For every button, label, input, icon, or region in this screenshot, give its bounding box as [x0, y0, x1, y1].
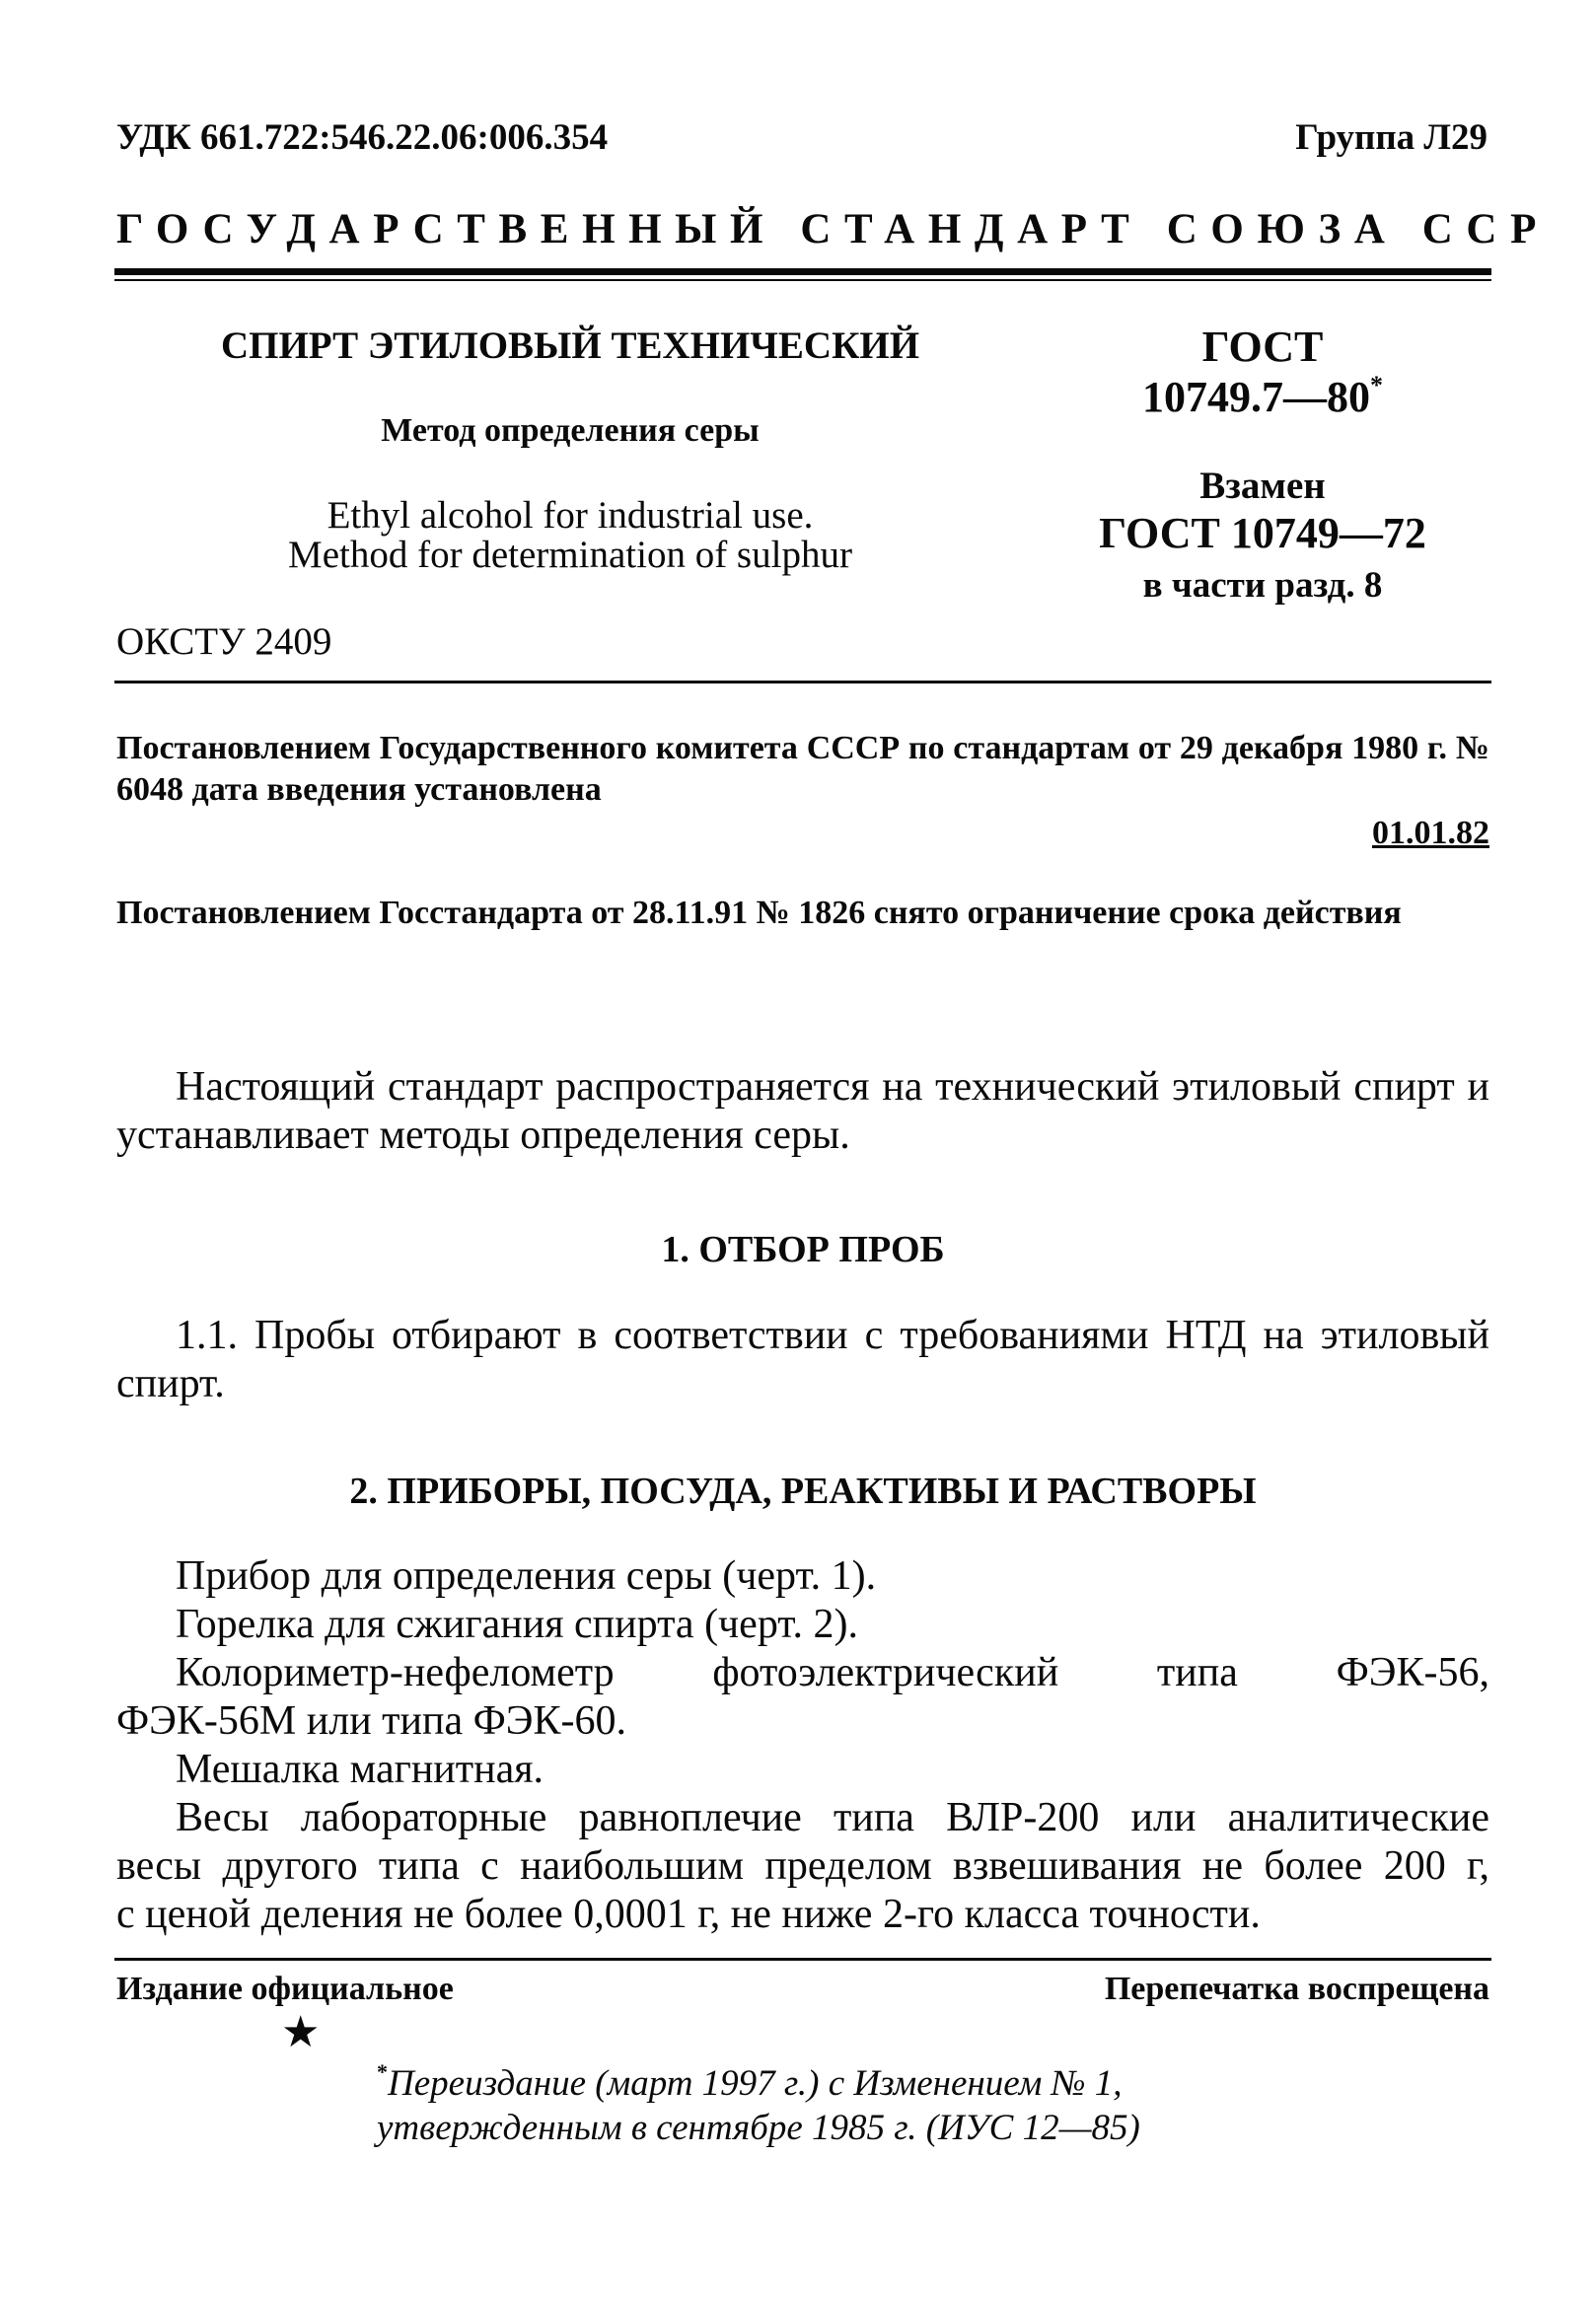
intro-paragraph: Настоящий стандарт распространяется на технический этиловый спирт и устанавливает методы определения серы. — [116, 1064, 1489, 1158]
gost-mark: * — [1370, 371, 1383, 399]
replaces-part: в части разд. 8 — [1142, 565, 1383, 606]
oksty-code: ОКСТУ 2409 — [116, 620, 332, 663]
list-item: Мешалка магнитная. — [176, 1747, 544, 1792]
english-title-line2: Method for determination of sulphur — [288, 534, 852, 576]
english-title-line1: Ethyl alcohol for industrial use. — [326, 494, 814, 537]
official-edition-label: Издание официальное — [116, 1971, 454, 2007]
list-item: Колориметр-нефелометр фотоэлектрический типа ФЭК-56, — [176, 1650, 1489, 1695]
list-item-continuation: с ценой деления не более 0,0001 г, не ниже 2-го класса точности. — [116, 1892, 1261, 1937]
title-block-rule — [114, 681, 1491, 683]
list-item: Весы лабораторные равноплечие типа ВЛР-200 или аналитические — [176, 1795, 1489, 1840]
star-icon: ★ — [281, 2008, 321, 2056]
footer-rule — [114, 1958, 1491, 1961]
state-standard-heading: ГОСУДАРСТВЕННЫЙ СТАНДАРТ СОЮЗА ССР — [116, 206, 1550, 252]
introduction-date: 01.01.82 — [1372, 815, 1489, 851]
list-item-continuation: ФЭК-56М или типа ФЭК-60. — [116, 1698, 627, 1744]
section1-paragraph: 1.1. Пробы отбирают в соответствии с требованиями НТД на этиловый спирт. — [116, 1313, 1489, 1406]
header-rule-thin — [114, 279, 1491, 281]
reissue-note-line2: утвержденным в сентябре 1985 г. (ИУС 12—85) — [377, 2108, 1140, 2148]
decree-introduction: Постановлением Государственного комитета СССР по стандартам от 29 декабря 1980 г. № 6048 дата введения установлена — [116, 730, 1489, 808]
reissue-note-line1 — [377, 2059, 1123, 2105]
udk-code: УДК 661.722:546.22.06:006.354 — [116, 117, 609, 158]
replaces-number: ГОСТ 10749—72 — [1099, 509, 1426, 557]
list-item: Горелка для сжигания спирта (черт. 2). — [176, 1602, 858, 1647]
reissue-note-text1: Переиздание (март 1997 г.) с Изменением № 1, — [388, 2063, 1123, 2104]
document-title: СПИРТ ЭТИЛОВЫЙ ТЕХНИЧЕСКИЙ — [220, 324, 920, 367]
note-mark: * — [377, 2059, 388, 2084]
reprint-prohibited-label: Перепечатка воспрещена — [1104, 1971, 1489, 2007]
gost-number: 10749.7—80 — [1142, 373, 1370, 421]
list-item: Прибор для определения серы (черт. 1). — [176, 1553, 877, 1599]
list-item-continuation: весы другого типа с наибольшим пределом взвешивания не более 200 г, — [116, 1843, 1489, 1889]
section1-heading: 1. ОТБОР ПРОБ — [661, 1229, 945, 1270]
section2-heading: 2. ПРИБОРЫ, ПОСУДА, РЕАКТИВЫ И РАСТВОРЫ — [349, 1471, 1257, 1512]
gost-label: ГОСТ — [1201, 323, 1324, 371]
header-rule-thick — [114, 268, 1491, 275]
document-subtitle: Метод определения серы — [381, 412, 760, 449]
replaces-label: Взамен — [1199, 465, 1326, 507]
group-code: Группа Л29 — [1295, 117, 1487, 158]
gost-number-line — [1065, 371, 1460, 422]
decree-restriction-removed: Постановлением Госстандарта от 28.11.91 № 1826 снято ограничение срока действия — [116, 895, 1402, 931]
